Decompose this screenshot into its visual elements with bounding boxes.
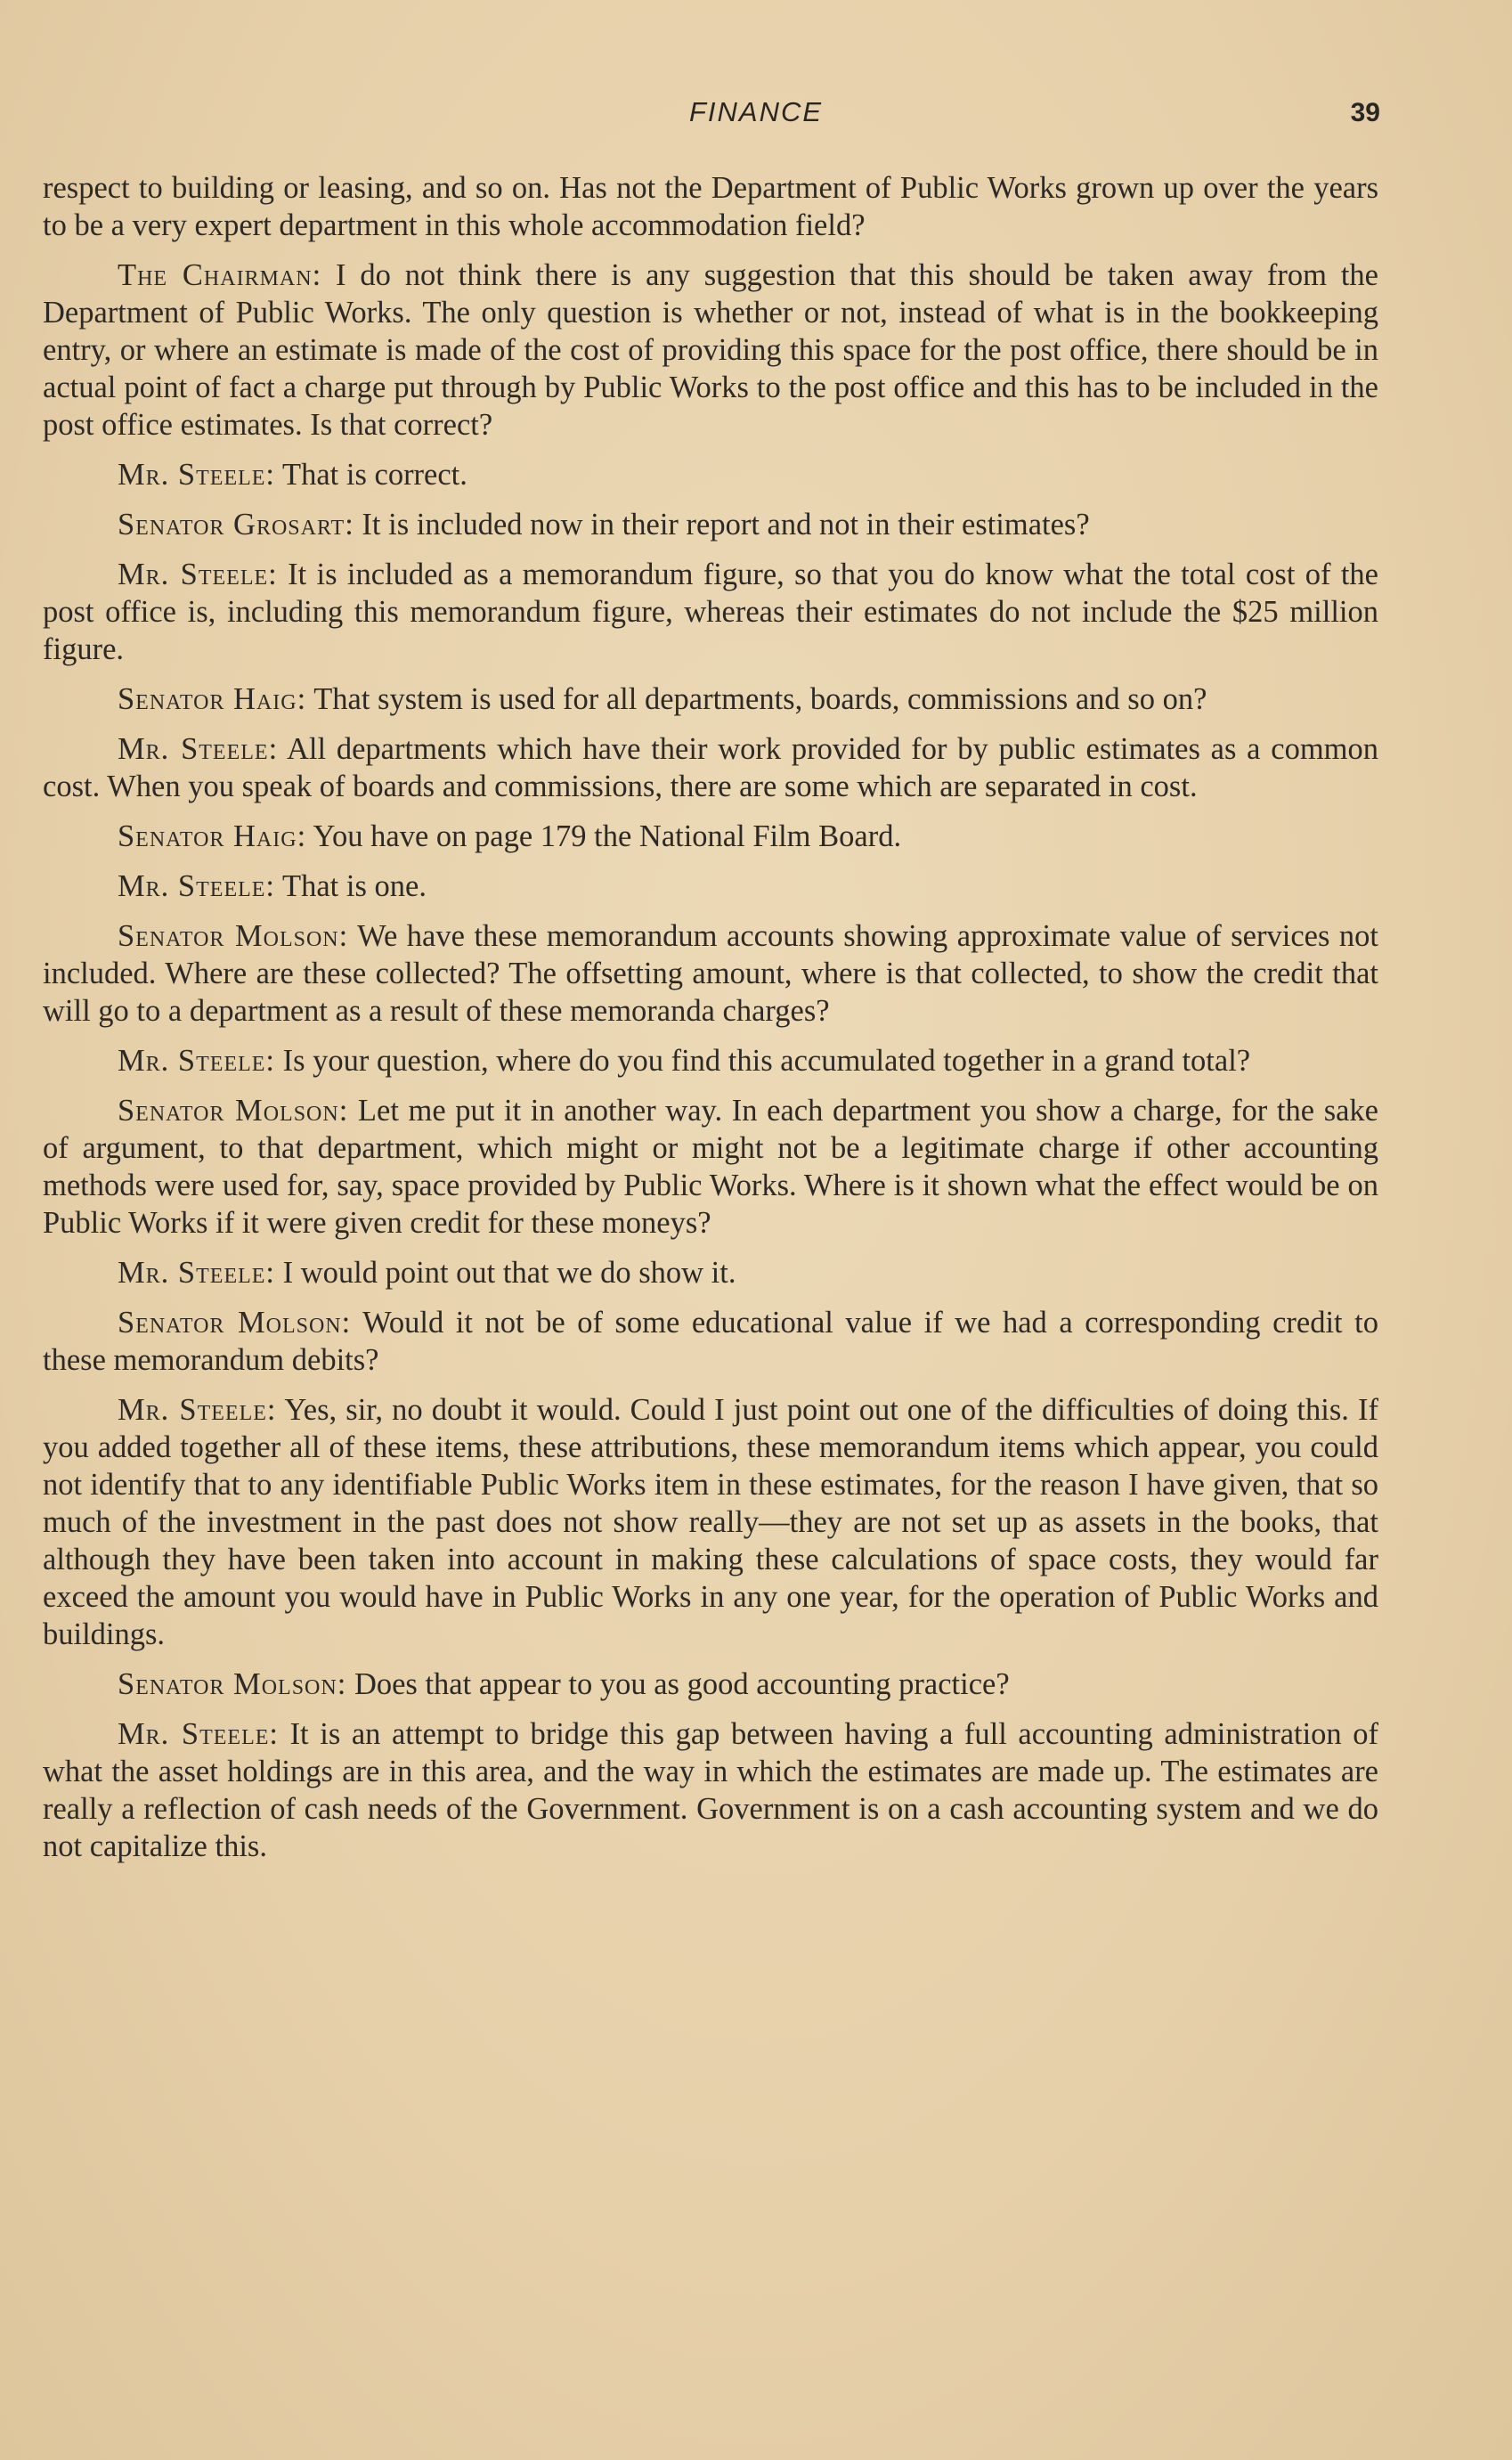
paragraph [43,169,1378,244]
paragraph [43,257,1378,444]
paragraph [43,456,1378,493]
paragraph [43,506,1378,543]
speaker-name: The Chairman: [118,258,322,292]
speaker-name: Mr. Steele: [118,869,276,903]
speech-text: Does that appear to you as good accounting practice? [346,1667,1010,1701]
page-header [0,96,1512,141]
speech-text: Is your question, where do you find this accumulated together in a grand total? [275,1044,1251,1078]
speaker-name: Senator Haig: [118,819,307,853]
paragraph [43,818,1378,855]
paragraph [43,1391,1378,1653]
paragraph [43,917,1378,1030]
speech-text: All departments which have their work provided for by public estimates as a common cost. When you speak of boards and commissions, there are some which are separated in cost. [43,732,1378,803]
speaker-name: Mr. Steele: [118,1393,277,1427]
speaker-name: Mr. Steele: [118,1256,276,1290]
speech-text: respect to building or leasing, and so on. Has not the Department of Public Works grown up over the years to be a very expert department in this whole accommodation field? [43,171,1378,242]
page-number: 39 [1350,98,1380,127]
paragraph [43,868,1378,905]
paragraph [43,1304,1378,1379]
speech-text: That is correct. [275,458,467,492]
speech-text: That system is used for all departments, boards, commissions and so on? [306,682,1207,716]
speech-text: Yes, sir, no doubt it would. Could I just point out one of the difficulties of doing this. If you added together all of these items, these attributions, these memorandum items which appear, you could not identify that to any identifiable Public Works item in these estimates, for the reason I have given, that so much of the investment in the past does not show really—they are not set up as assets in the books, that although they have been taken into account in making these calculations of space costs, they would far exceed the amount you would have in Public Works in any one year, for the operation of Public Works and buildings. [43,1393,1378,1651]
speech-text: That is one. [275,869,427,903]
speaker-name: Senator Molson: [118,1094,349,1128]
speaker-name: Senator Grosart: [118,508,354,542]
speech-text: It is included now in their report and not in their estimates? [354,508,1090,542]
speech-text: I would point out that we do show it. [275,1256,736,1290]
speech-text: It is an attempt to bridge this gap between having a full accounting administration of what the asset holdings are in this area, and the way in which the estimates are made up. The estimates are really a reflection of cash needs of the Government. Government is on a cash accounting system and we do not capitalize this. [43,1717,1379,1863]
speaker-name: Mr. Steele: [118,458,276,492]
speaker-name: Senator Molson: [118,919,349,953]
speech-text: I do not think there is any suggestion that this should be taken away from the Department of Public Works. The only question is whether or not, instead of what is in the bookkeeping entry, or where an estimate is made of the cost of providing this space for the post office, there should be in actual point of fact a charge put through by Public Works to the post office and this has to be included in the post office estimates. Is that correct? [43,258,1378,442]
speaker-name: Senator Haig: [118,682,307,716]
speech-text: Would it not be of some educational value if we had a corresponding credit to these memorandum debits? [43,1306,1378,1377]
paragraph [43,1092,1378,1242]
paragraph [43,1254,1378,1291]
speaker-name: Senator Molson: [118,1667,347,1701]
paragraph [43,680,1378,718]
speaker-name: Mr. Steele: [118,558,278,591]
paragraph [43,556,1378,668]
speaker-name: Mr. Steele: [118,1717,279,1751]
running-title: FINANCE [688,96,824,127]
paragraph [43,1042,1378,1079]
transcript-body [43,169,1378,1878]
paragraph [43,730,1378,805]
speech-text: Let me put it in another way. In each department you show a charge, for the sake of argument, to that department, which might or might not be a legitimate charge if other accounting methods were used for, say, space provided by Public Works. Where is it shown what the effect would be on Public Works if it were given credit for these moneys? [43,1094,1378,1240]
speech-text: You have on page 179 the National Film Board. [306,819,902,853]
paragraph [43,1666,1378,1703]
paragraph [43,1715,1378,1865]
speech-text: It is included as a memorandum figure, so that you do know what the total cost of the post office is, including this memorandum figure, whereas their estimates do not include the $25 million figure. [43,558,1378,666]
speech-text: We have these memorandum accounts showing approximate value of services not included. Where are these collected? The offsetting amount, where is that collected, to show the credit that will go to a department as a result of these memoranda charges? [43,919,1378,1028]
speaker-name: Mr. Steele: [118,732,279,766]
speaker-name: Senator Molson: [118,1306,352,1340]
speaker-name: Mr. Steele: [118,1044,276,1078]
